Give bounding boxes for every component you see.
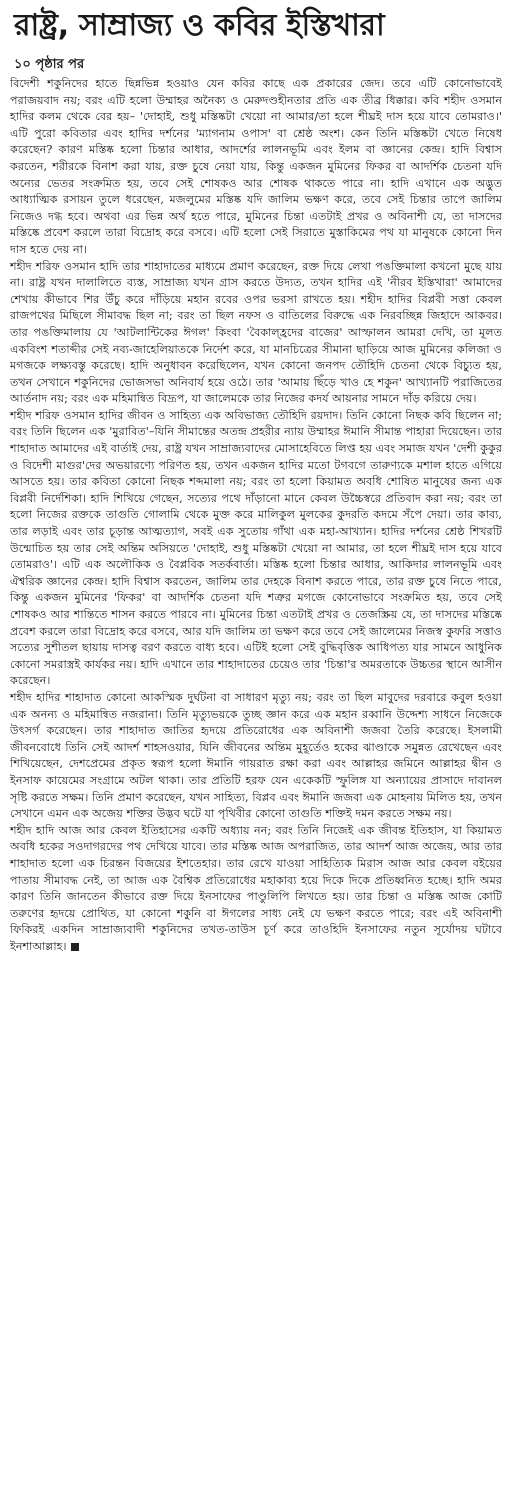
article-body <box>10 76 502 955</box>
article-paragraph-text: শহীদ হাদি আজ আর কেবল ইতিহাসের একটি অধ্যায় নন; বরং তিনি নিজেই এক জীবন্ত ইতিহাস, যা কিয়ামত অবধি হকের সওদাগরদের পথ দেখিয়ে যাবে। তার মস্তিষ্ক আজ অপরাজিত, তার আদর্শ আজ অজেয়, আর তার শাহাদাত হলো এক চিরন্তন বিজয়ের ইশতেহার। তার রেখে যাওয়া সাহিত্যিক মিরাস আজ আর কেবল বইয়ের পাতায় সীমাবদ্ধ নেই, তা আজ এক বৈশ্বিক প্রতিরোধের মহাকাব্য হয়ে দিকে দিকে প্রতিধ্বনিত হচ্ছে। হাদি অমর কারণ তিনি জানতেন কীভাবে রক্ত দিয়ে ইনসাফের পাণ্ডুলিপি লিখতে হয়। তার চিন্তা ও মস্তিষ্ক আজ কোটি তরুণের হৃদয়ে প্রোথিত, যা কোনো শকুনি বা ঈগলের সাধ্য নেই যে ভক্ষণ করতে পারে; বরং এই অবিনাশী ফিকিরই একদিন সাম্রাজ্যবাদী শকুনিদের তখত-তাউস চূর্ণ করে তাওহিদি ইনসাফের নতুন সূর্যোদয় ঘটাবে ইনশাআল্লাহ। <box>10 823 502 953</box>
article-headline: রাষ্ট্র, সাম্রাজ্য ও কবির ইস্তিখারা <box>14 8 385 43</box>
article-paragraph: শহীদ শরিফ ওসমান হাদি তার শাহাদাতের মাধ্যমে প্রমাণ করেছেন, রক্ত দিয়ে লেখা পঙক্তিমালা কখনো মুছে যায় না। রাষ্ট্র যখন দালালিতে ব্যস্ত, সাম্রাজ্য যখন গ্রাস করতে উদ্যত, তখন হাদির এই 'নীরব ইস্তিখারা' আমাদের শেখায় কীভাবে শির উঁচু করে দাঁড়িয়ে মহান রবের ওপর ভরসা রাখতে হয়। শহীদ হাদির বিপ্লবী সত্তা কেবল রাজপথের মিছিলে সীমাবদ্ধ ছিল না; বরং তা ছিল নফস ও বাতিলের বিরুদ্ধে এক নিরবচ্ছিন্ন জিহাদে আকবর। তার পঙক্তিমালায় যে 'আটলান্টিকের ঈগল' কিংবা 'বৈকাল্হ্রদের বাজের' আস্ফালন আমরা দেখি, তা মূলত একবিংশ শতাব্দীর সেই নব্য-জাহেলিয়াতকে নির্দেশ করে, যা মানচিত্রের সীমানা ছাড়িয়ে আজ মুমিনের কলিজা ও মগজকে লক্ষ্যবস্তু করেছে। হাদি অনুধাবন করেছিলেন, যখন কোনো জনপদ তৌহিদি চেতনা থেকে বিচ্যুত হয়, তখন সেখানে শকুনিদের ভোজসভা অনিবার্য হয়ে ওঠে। তার 'আমায় ছিঁড়ে খাও হে শকুন' আখ্যানটি পরাজিতের আর্তনাদ নয়; বরং এক মহিমান্বিত বিদ্রূপ, যা জালেমকে তার নিজের কদর্য আয়নার সামনে দাঁড় করিয়ে দেয়। <box>10 259 502 406</box>
end-of-article-mark <box>71 943 79 951</box>
continued-from-label: ১০ পৃষ্ঠার পর <box>14 57 85 72</box>
article-paragraph: বিদেশী শকুনিদের হাতে ছিন্নভিন্ন হওয়াও যেন কবির কাছে এক প্রকারের জেদ। তবে এটি কোনোভাবেই পরাজয়বাদ নয়; বরং এটি হলো উম্মাহর অনৈক্য ও মেরুদণ্ডহীনতার প্রতি এক তীব্র ধিক্কার। কবি শহীদ ওসমান হাদির কলম থেকে বের হয়– 'দোহাই, শুধু মস্তিষ্কটা খেয়ো না আমার/তা হলে শীঘ্রই দাস হয়ে যাবে তোমরাও।' এটি পুরো কবিতার এবং হাদির দর্শনের 'ম্যাগনাম ওপাস' বা শ্রেষ্ঠ অংশ। কেন তিনি মস্তিষ্কটা খেতে নিষেধ করেছেন? কারণ মস্তিষ্ক হলো চিন্তার আধার, আদর্শের লালনভূমি এবং ইলম বা জ্ঞানের কেন্দ্র। হাদি বিশ্বাস করতেন, শরীরকে বিনাশ করা যায়, রক্ত চুষে নেয়া যায়, কিন্তু একজন মুমিনের ফিকর বা আদর্শিক চেতনা যদি অন্যের ভেতর সংক্রমিত হয়, তবে সেই শোষকও আর শোষক থাকতে পারে না। হাদি এখানে এক অদ্ভুত আধ্যাত্মিক রসায়ন তুলে ধরেছেন, মজলুমের মস্তিষ্ক যদি জালিম ভক্ষণ করে, তবে সেই চিন্তার তাপে জালিম নিজেও দগ্ধ হবে। অথবা এর ভিন্ন অর্থ হতে পারে, মুমিনের চিন্তা এতটাই প্রখর ও অবিনাশী যে, তা দাসদের মস্তিষ্কে প্রবেশ করলে তারা বিদ্রোহ করে বসবে। এটি হলো সেই সিরাতে মুস্তাকিমের পথ যা মানুষকে কোনো দিন দাস হতে দেয় না। <box>10 77 502 256</box>
article-paragraph: শহীদ শরিফ ওসমান হাদির জীবন ও সাহিত্য এক অবিভাজ্য তৌহিদি রয়দাদ। তিনি কোনো নিছক কবি ছিলেন না; বরং তিনি ছিলেন এক 'মুরাবিত'–যিনি সীমান্তের অতন্দ্র প্রহরীর ন্যায় উম্মাহর ঈমানি সীমান্ত পাহারা দিয়েছেন। তার শাহাদাত আমাদের এই বার্তাই দেয়, রাষ্ট্র যখন সাম্রাজ্যবাদের মোসাহেবিতে লিপ্ত হয় এবং সমাজ যখন 'দেশী কুকুর ও বিদেশী মাগুর'দের অভয়ারণ্যে পরিণত হয়, তখন একজন হাদির মতো টগবগে তারুণ্যকে মশাল হাতে এগিয়ে আসতে হয়। তার কবিতা কোনো নিছক শব্দমালা নয়; বরং তা হলো কিয়ামত অবধি শোষিত মানুষের জন্য এক বিপ্লবী নির্দেশিকা। হাদি শিখিয়ে গেছেন, সত্যের পথে দাঁড়ানো মানে কেবল উচ্চৈস্বরে প্রতিবাদ করা নয়; বরং তা হলো নিজের রক্তকে তাগুতি গোলামি থেকে মুক্ত করে মালিকুল মুলকের কুদরতি কদমে সঁপে দেয়া। তার কাব্য, তার লড়াই এবং তার চূড়ান্ত আত্মত্যাগ, সবই এক সুতোয় গাঁথা এক মহা-আখ্যান। হাদির দর্শনের শ্রেষ্ঠ শিখরটি উন্মোচিত হয় তার সেই অন্তিম অসিয়তে 'দোহাই, শুধু মস্তিষ্কটা খেয়ো না আমার, তা হলে শীঘ্রই দাস হয়ে যাবে তোমরাও'। এটি এক অলৌকিক ও বৈপ্লবিক সতর্কবার্তা। মস্তিষ্ক হলো চিন্তার আধার, আকিদার লালনভূমি এবং ঐশ্বরিক জ্ঞানের কেন্দ্র। হাদি বিশ্বাস করতেন, জালিম তার দেহকে বিনাশ করতে পারে, তার রক্ত চুষে নিতে পারে, কিন্তু একজন মুমিনের 'ফিকর' বা আদর্শিক চেতনা যদি শত্রুর মগজে কোনোভাবে সংক্রমিত হয়, তবে সেই শোষকও আর শান্তিতে শাসন করতে পারবে না। মুমিনের চিন্তা এতটাই প্রখর ও তেজস্ক্রিয় যে, তা দাসদের মস্তিষ্কে প্রবেশ করলে তারা বিদ্রোহ করে বসবে, আর যদি জালিম তা ভক্ষণ করে তবে সেই জালেমের নিজস্ব কুফরি সত্তাও সত্যের সুশীতল ছায়ায় দাসত্ব বরণ করতে বাধ্য হবে। এটিই হলো সেই বুদ্ধিবৃত্তিক আধিপত্য যার সামনে আধুনিক কোনো সমরাস্ত্রই কার্যকর নয়। হাদি এখানে তার শাহাদাতের চেয়েও তার 'চিন্তা'র অমরতাকে উচ্চতর স্থানে আসীন করেছেন। <box>10 408 502 688</box>
article-paragraph-last <box>10 823 502 956</box>
article-paragraph: শহীদ হাদির শাহাদাত কোনো আকস্মিক দুর্ঘটনা বা সাধারণ মৃত্যু নয়; বরং তা ছিল মাবুদের দরবারে কবুল হওয়া এক অনন্য ও মহিমান্বিত নজরানা। তিনি মৃত্যুভয়কে তুচ্ছ জ্ঞান করে এক মহান রব্বানি উদ্দেশ্য সাধনে নিজেকে উৎসর্গ করেছেন। তার শাহাদাত জাতির হৃদয়ে প্রতিরোধের এক অবিনাশী জজবা তৈরি করেছে। ইসলামী জীবনবোধে তিনি সেই আদর্শ শাহসওয়ার, যিনি জীবনের অন্তিম মুহূর্তেও হকের ঝাণ্ডাকে সমুন্নত রেখেছেন এবং শিখিয়েছেন, দেশপ্রেমের প্রকৃত স্বরূপ হলো ঈমানি গায়রাত রক্ষা করা এবং আল্লাহর জমিনে আল্লাহর দ্বীন ও ইনসাফ কায়েমের সংগ্রামে অটল থাকা। তার প্রতিটি হরফ যেন একেকটি স্ফুলিঙ্গ যা অন্যায়ের প্রাসাদে দাবানল সৃষ্টি করতে সক্ষম। তিনি প্রমাণ করেছেন, যখন সাহিত্য, বিপ্লব এবং ঈমানি জজবা এক মোহনায় মিলিত হয়, তখন সেখানে এমন এক অজেয় শক্তির উদ্ভব ঘটে যা পৃথিবীর কোনো তাগুতি শক্তিই দমন করতে সক্ষম নয়। <box>10 690 502 821</box>
